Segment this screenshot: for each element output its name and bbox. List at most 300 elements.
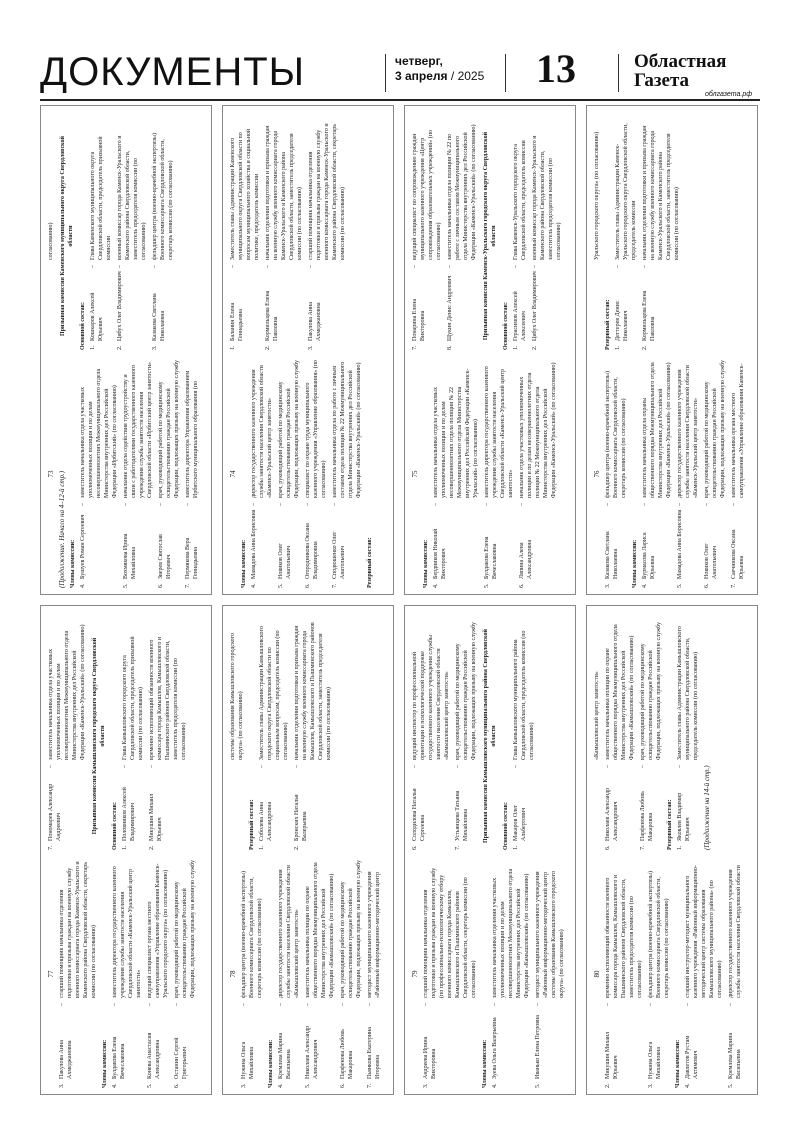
column-number: 80 — [593, 970, 601, 978]
masthead — [40, 40, 760, 100]
member-name: Булдакова Елена Вячеславовна — [484, 536, 498, 579]
dash: – — [605, 765, 611, 768]
member-number: 6. — [519, 583, 525, 588]
member-row — [454, 622, 478, 850]
member-position: заместитель начальника полиции по охране общественного порядка Межмуниципального отдела Министерства внутренних дел Российской Федерации «Камышловский» (по согласованию) — [305, 862, 335, 998]
member-row — [240, 860, 264, 1088]
divider — [505, 54, 506, 92]
member-name: Огородникова Оксана Владимировна — [305, 523, 319, 579]
member-name: Ляпина Алена Александровна — [519, 539, 533, 579]
member-number: 5. — [278, 583, 284, 588]
dash: – — [149, 765, 155, 768]
column-number: 78 — [229, 970, 237, 978]
member-name: Бурмасова Лариса Юрьевна — [642, 532, 656, 579]
dash: – — [605, 503, 611, 506]
member-position: врач, руководящий работой по медицинскому освидетельствованию граждан Российской Федерации, подлежащих призыву на военную службу — [640, 622, 662, 760]
member-number: 4. — [433, 583, 439, 588]
member-number: 5. — [484, 583, 490, 588]
member-name: Солодилова Наталья Сергеевна — [412, 788, 426, 841]
member-number: 2. — [532, 345, 538, 350]
member-number: 6. — [305, 583, 311, 588]
member-row — [173, 860, 197, 1088]
document-panel — [586, 105, 758, 595]
commission-title: Призывная комиссия Камышловского городского округа Свердловской области — [92, 637, 106, 835]
member-position: методист муниципального казенного учреждения «Районный информационно-методический центр системы образования Камышловского городского округа» (по согласованию) — [535, 871, 565, 998]
dash: – — [308, 265, 314, 268]
member-position: врач, руководящий работой по медицинскому освидетельствованию граждан Российской Федерации, подлежащих призыву на военную службу — [704, 360, 726, 498]
member-name: Кормильцева Елена Павловна — [642, 290, 656, 341]
member-name: Зуева Ольга Валерьевна — [492, 1017, 498, 1079]
member-number: 8. — [447, 345, 453, 350]
section-heading: Основной состав: — [503, 302, 509, 350]
section-heading: Члены комиссии: — [423, 539, 429, 588]
divider — [385, 54, 386, 92]
member-number: 6. — [605, 845, 611, 850]
member-number: 3. — [59, 1083, 65, 1088]
member-number: 6. — [412, 845, 418, 850]
member-name: Николаев Александр Александрович — [605, 787, 619, 841]
member-position: военный комиссар города Каменск-Уральского и Каменского района Свердловской области, заместитель председателя комиссии (по согласованию) — [532, 135, 562, 260]
member-number: 1. — [122, 845, 128, 850]
member-position: заместитель начальника полиции по охране общественного порядка Межмуниципального отдела Министерства внутренних дел Российской Федерации «Камышловский» (по согласованию) — [605, 624, 635, 760]
member-row — [148, 622, 188, 850]
member-name: Нужина Ольга Михайловна — [241, 1041, 255, 1079]
column-number: 73 — [47, 470, 55, 478]
dash: – — [642, 265, 648, 268]
member-name: Соболева Анна Александровна — [259, 801, 273, 841]
member-position: заместитель начальника отдела полиции № 22 по работе с личным составом Межмуниципального отдела Министерства внутренних дел Российской Федерации «Каменск-Уральский» (по согласованию) — [447, 124, 477, 260]
member-position: Заместитель главы Администрации Каменского муниципального округа Свердловской области по вопросам муниципального хозяйства и социальной политике, председатель комиссии — [230, 128, 260, 260]
member-name: Кремлева Марина Васильевна — [278, 1032, 292, 1079]
member-position: директор государственного казенного учреждения службы занятости населения Свердловской области «Камышловский центр занятости» — [278, 865, 300, 998]
member-number: 3. — [308, 345, 314, 350]
member-position: заместитель начальника отделения участковых уполномоченных полиции и по делам несовершеннолетних Межмуниципального отдела Министерства внутренних дел Российской Федерации «Камышловский» (по согласованию) — [492, 868, 530, 998]
member-number: 7. — [731, 583, 737, 588]
member-number: 3. — [152, 345, 158, 350]
dash: – — [152, 265, 158, 268]
dash: – — [80, 503, 86, 506]
member-number: 1. — [615, 345, 621, 350]
member-position: военный комиссар города Каменск-Уральского и Каменского района Свердловской области, заместитель председателя комиссии (по согласованию) — [117, 135, 147, 260]
member-row — [614, 122, 638, 350]
dash: – — [158, 503, 164, 506]
member-position: Заместитель главы Администрации Камышловского муниципального района Свердловской области, председатель комиссии (по согласованию) — [677, 626, 699, 760]
member-row — [639, 622, 663, 850]
member-row — [293, 622, 333, 850]
member-number: 4. — [685, 1083, 691, 1088]
member-position: фельдшер центра (военно-врачебной экспертизы) Военного комиссариата Свердловской области, секретарь комиссии (по согласованию) — [605, 371, 627, 498]
document-panel — [404, 105, 576, 595]
dash: – — [532, 265, 538, 268]
member-position: врач, руководящий работой по медицинскому освидетельствованию граждан Российской Федерации, подлежащих призыву на военную службу — [340, 860, 362, 998]
section-heading: Резервный состав: — [605, 299, 611, 350]
member-row — [518, 360, 558, 588]
dash: – — [174, 1003, 180, 1006]
panel-content — [589, 616, 753, 1094]
issue-day: четверг, — [395, 54, 443, 68]
divider — [618, 54, 619, 92]
newspaper-logo — [634, 52, 726, 90]
panel-content — [225, 116, 389, 594]
member-row — [446, 122, 478, 350]
dash: – — [423, 1003, 429, 1006]
member-number: 5. — [147, 1083, 153, 1088]
member-position: врач, руководящий работой по медицинскому освидетельствованию граждан Российской Федерации, подлежащих призыву на военную службу — [455, 622, 477, 760]
member-number: 6. — [174, 1083, 180, 1088]
member-position: директор государственного казенного учреждения службы занятости населения Свердловской области «Каменск-Уральский центр занятости» — [677, 365, 699, 498]
member-number: 6. — [340, 1083, 346, 1088]
section-title: ДОКУМЕНТЫ — [40, 50, 306, 94]
dash: – — [615, 265, 621, 268]
document-panel — [222, 105, 394, 595]
member-row — [304, 360, 328, 588]
member-number: 1. — [259, 845, 265, 850]
member-number: 1. — [677, 845, 683, 850]
member-name: Цибух Олег Владимирович — [117, 271, 123, 341]
member-row — [512, 622, 536, 850]
member-name: Саечникова Оксана Юрьевна — [731, 529, 745, 579]
member-position: заместитель директора Управления образованием Ирбитского муниципального образования (по согласованию) — [48, 222, 199, 498]
member-position: начальник отделения подготовки и призыва граждан на военную службу военного комиссариата города Камышлов, Камышловского и Пышминского районов Свердловской области, заместитель председателя комиссии (по согласованию) — [294, 622, 332, 760]
member-number: 2. — [605, 1083, 611, 1088]
member-row — [264, 122, 304, 350]
member-row — [229, 122, 261, 350]
member-number: 1. — [513, 345, 519, 350]
member-number: 7. — [185, 583, 191, 588]
member-name: Парфенова Любовь Макаровна — [640, 791, 654, 841]
member-number: 6. — [158, 583, 164, 588]
page-number: 13 — [536, 46, 576, 91]
member-row — [157, 360, 181, 588]
section-heading: Резервный состав: — [667, 799, 673, 850]
member-number: 3. — [423, 1083, 429, 1088]
member-position: методист муниципального казенного учреждения «Районный информационно-методический центр системы образования Камышловского городского округа» (по согласованию) — [230, 633, 381, 998]
document-panel — [222, 605, 394, 1095]
member-number: 5. — [728, 1083, 734, 1088]
section-heading: Основной состав: — [80, 302, 86, 350]
member-name: Останин Сергей Григорьевич — [174, 1037, 188, 1079]
member-position: старший помощник начальника отделения подготовки и призыва граждан на военную службу военного комиссариата города Каменск-Уральского и Каменского района Свердловской области, секретарь комиссии (по согласованию) — [59, 861, 97, 998]
dash: – — [605, 1003, 611, 1006]
dash: – — [305, 1003, 311, 1006]
dash: – — [122, 765, 128, 768]
issue-date-value: 3 апреля — [395, 69, 448, 83]
member-name: Половников Алексей Владимирович — [122, 787, 136, 841]
member-name: Вохмякова Ирина Михайловна — [123, 533, 137, 579]
member-number: 5. — [535, 1083, 541, 1088]
column-number: 79 — [411, 970, 419, 978]
member-name: Пермякова Вера Геннадьевна — [185, 537, 199, 579]
section-heading: Члены комиссии: — [70, 539, 76, 588]
member-position: Заместитель главы Администрации Каменск-Уральского городского округа Свердловской области, председатель комиссии — [615, 123, 637, 260]
column-number: 75 — [411, 470, 419, 478]
dash: – — [412, 265, 418, 268]
column-number: 76 — [593, 470, 601, 478]
member-position: Глава Камышловского городского округа Свердловской области, председатель призывной комиссии (по согласованию) — [122, 636, 144, 760]
member-row — [512, 122, 528, 350]
member-number: 3. — [605, 583, 611, 588]
panel-content — [43, 616, 207, 1094]
member-row — [411, 622, 451, 850]
member-number: 5. — [123, 583, 129, 588]
member-row — [151, 122, 175, 350]
dash: – — [278, 1003, 284, 1006]
dash: – — [484, 503, 490, 506]
member-position: заместитель начальника отдела по работе с личным составом отдела полиции № 22 Межмуниципального отдела Министерства внутренних дел Российской Федерации «Каменск-Уральский» (по согласованию) — [332, 361, 362, 498]
document-panel — [586, 605, 758, 1095]
member-name: Зверев Святослав Игоревич — [158, 534, 172, 579]
member-name: Микушин Михаил Юрьевич — [605, 1031, 619, 1079]
column-number: 77 — [47, 970, 55, 978]
member-name: Иванько Елена Петровна — [535, 1015, 541, 1079]
member-name: Мамадова Анна Борисовна — [251, 509, 257, 579]
member-position: начальник отдела участковых уполномоченных полиции и по делам несовершеннолетних отдела полиции № 22 Межмуниципального отдела Министерства внутренних дел Российской Федерации «Каменск-Уральский» (по согласованию) — [519, 362, 557, 498]
member-name: Пакулова Анна Ахмеджановна — [308, 302, 322, 341]
dash: – — [59, 1003, 65, 1006]
dash: – — [123, 503, 129, 506]
dash: – — [230, 265, 236, 268]
member-number: 4. — [492, 1083, 498, 1088]
member-number: 7. — [455, 845, 461, 850]
newspaper-name-line1: Областная — [634, 51, 727, 72]
member-position: заместитель начальника отдела участковых уполномоченных полиции и по делам несовершеннолетних Межмуниципального отдела Министерства внутренних дел Российской Федерации «Каменск-Уральский» (по согласованию) — [48, 624, 86, 760]
member-name: Пономарев Александр Андреевич — [48, 783, 62, 841]
member-number: 2. — [117, 345, 123, 350]
member-name: Казакова Светлана Николаевна — [152, 293, 166, 341]
member-position: специалист по охране труда муниципального казенного учреждения «Управление образования» (по согласованию) — [305, 360, 327, 498]
dash: – — [112, 1003, 118, 1006]
section-heading: Основной состав: — [503, 802, 509, 850]
member-row — [277, 360, 301, 588]
dash: – — [728, 1003, 734, 1006]
newspaper-name-line2: Газета — [634, 70, 690, 91]
dash: – — [677, 765, 683, 768]
section-heading: Члены комиссии: — [675, 1039, 681, 1088]
member-row — [258, 622, 290, 850]
member-row — [58, 860, 98, 1088]
member-number: 4. — [251, 583, 257, 588]
panel-content — [225, 616, 389, 1094]
section-heading: Основной состав: — [112, 802, 118, 850]
member-name: Дегтерев Денис Николаевич — [615, 300, 629, 341]
member-name: Яковлев Владимир Юрьевич — [677, 792, 691, 841]
dash: – — [278, 503, 284, 506]
member-row — [146, 860, 170, 1088]
member-position: Глава Каменского муниципального округа Свердловской области, председатель призывной комиссии — [90, 136, 112, 260]
member-number: 7. — [332, 583, 338, 588]
panel-content — [589, 116, 753, 594]
member-row — [432, 360, 480, 588]
member-position: врач, руководящий работой по медицинскому освидетельствованию граждан Российской Федерации, подлежащих призыву на военную службу — [278, 360, 300, 498]
dash: – — [455, 765, 461, 768]
dash: – — [685, 1003, 691, 1006]
member-number: 6. — [704, 583, 710, 588]
member-row — [604, 622, 636, 850]
member-number: 4. — [278, 1083, 284, 1088]
header-rule — [40, 99, 760, 101]
dash: – — [117, 265, 123, 268]
member-row — [604, 360, 628, 588]
member-position: фельдшер центра (военно-врачебной экспертизы) Военного комиссариата Свердловской области, секретарь комиссии (по согласованию) — [648, 871, 670, 998]
member-name: Парфенова Любовь Макаровна — [340, 1029, 354, 1079]
member-position: фельдшер центра (военно-врачебной экспертизы) Военного комиссариата Свердловской области, секретарь комиссии (по согласованию) — [152, 133, 174, 260]
member-number: 1. — [90, 345, 96, 350]
section-heading: Члены комиссии: — [102, 1039, 108, 1088]
section-heading: Резервный состав: — [249, 799, 255, 850]
member-name: Герасимов Алексей Алексеевич — [513, 291, 527, 341]
dash: – — [251, 503, 257, 506]
member-number: 4. — [80, 583, 86, 588]
member-row — [676, 622, 700, 850]
dash: – — [367, 1003, 373, 1006]
member-number: 2. — [265, 345, 271, 350]
member-position: ведущий инспектор по профессиональной ориентации и психологической поддержке государственного казенного учреждения службы занятости населения Свердловской области «Камышловский центр занятости» — [412, 634, 450, 760]
member-position: Глава Каменск-Уральского городского округа Свердловской области, председатель комиссии — [513, 140, 527, 260]
dash: – — [332, 503, 338, 506]
member-number: 7. — [412, 345, 418, 350]
commission-title: Призывная комиссия Камышловского муниципального района Свердловской области — [483, 629, 497, 843]
dash: – — [513, 765, 519, 768]
dash: – — [305, 503, 311, 506]
member-row — [422, 860, 478, 1088]
dash: – — [704, 503, 710, 506]
member-row — [116, 122, 148, 350]
member-number: 4. — [112, 1083, 118, 1088]
member-name: Николаев Александр Александрович — [305, 1025, 319, 1079]
member-name: Кормильцева Елена Павловна — [265, 290, 279, 341]
member-name: Конева Анастасия Александровна — [147, 1032, 161, 1079]
dash: – — [731, 503, 737, 506]
dash: – — [147, 1003, 153, 1006]
document-panel — [404, 605, 576, 1095]
member-name: Цибух Олег Владимирович — [532, 271, 538, 341]
member-number: 1. — [513, 845, 519, 850]
member-number: 4. — [642, 583, 648, 588]
issue-date — [395, 54, 484, 84]
member-name: Макаров Олег Альбертович — [513, 804, 527, 841]
member-row — [684, 860, 724, 1088]
document-grid — [40, 105, 758, 1095]
member-name: Пьянкова Екатерина Игоревна — [367, 1027, 381, 1079]
member-number: 7. — [367, 1083, 373, 1088]
member-row — [79, 360, 119, 588]
member-row — [491, 860, 531, 1088]
dash: – — [492, 1003, 498, 1006]
member-position: Глава Камышловского муниципального района Свердловской области, председатель комиссии (по согласованию) — [513, 630, 535, 760]
dash: – — [677, 503, 683, 506]
member-position: заместитель начальника органа местного самоуправления «Управление образования Каменск-Уральского городского округа» (по согласованию) — [594, 131, 745, 498]
commission-title: Призывная комиссия Каменского муниципального округа Свердловской области — [60, 136, 74, 336]
member-row — [250, 360, 274, 588]
member-row — [641, 122, 681, 350]
member-row — [531, 122, 563, 350]
member-number: 7. — [48, 845, 54, 850]
member-position: старший инструктор-методист муниципального казенного учреждения «Районный информационно-методический центр системы образования Камышловского муниципального района» (по согласованию) — [685, 865, 723, 998]
member-row — [483, 360, 515, 588]
member-position: начальник отдела содействия трудоустройству и связи с работодателями государственного казенного учреждения службы занятости населения Свердловской области «Ирбитский центр занятости» — [123, 361, 153, 498]
member-name: Сподюшенко Олег Анатольевич — [332, 531, 346, 579]
member-number: 7. — [640, 845, 646, 850]
continuation-note: (Продолжение на 14-й стр.) — [703, 765, 711, 850]
member-row — [121, 622, 145, 850]
dash: – — [412, 765, 418, 768]
member-position: врач, руководящий работой по медицинскому освидетельствованию граждан Российской Федерации, подлежащих призыву на военную службу — [158, 360, 180, 498]
member-name: Баланин Елена Геннадьевна — [230, 302, 244, 341]
dash: – — [640, 765, 646, 768]
member-name: Новиков Олег Анатольевич — [704, 543, 718, 579]
member-position: временно исполняющий обязанности военного комиссара города Камышлов, Камышловского и Пышминского районов Свердловской области, заместитель председателя комиссии (по согласованию) — [149, 636, 187, 760]
member-name: Нужина Ольга Михайловна — [648, 1041, 662, 1079]
member-position: директор государственного казенного учреждения службы занятости населения Свердловской области «Каменск-Уральский центр занятости» — [251, 365, 273, 498]
dash: – — [433, 503, 439, 506]
dash: – — [265, 265, 271, 268]
dash: – — [241, 1003, 247, 1006]
dash: – — [48, 765, 54, 768]
issue-year: / 2025 — [450, 69, 485, 83]
member-position: ведущий специалист по сопровождению граждан муниципального казенного учреждения «Центр сопровождения образовательных учреждений» (по согласованию) — [412, 129, 442, 260]
member-row — [703, 360, 727, 588]
member-position: заместитель директора государственного казенного учреждения службы занятости населения Свердловской области «Каменск-Уральский центр занятости» — [112, 866, 142, 998]
member-row — [307, 122, 347, 350]
member-name: Щукин Денис Андреевич — [447, 275, 453, 341]
section-heading: Члены комиссии: — [482, 1039, 488, 1088]
member-name: Бронских Наталья Валерьевна — [294, 794, 308, 841]
dash: – — [185, 503, 191, 506]
member-position: заместитель директора государственного казенного учреждения службы занятости населения Свердловской области «Каменск-Уральский центр занятости» — [484, 366, 514, 498]
member-name: Бушуев Роман Сергеевич — [80, 514, 86, 579]
member-position: заместитель начальника отдела участковых уполномоченных полиции и по делам несовершеннолетних отдела полиции № 22 Межмуниципального отдела Министерства внутренних дел Российской Федерации «Каменск-Уральский» (по согласованию) — [433, 368, 479, 498]
member-row — [89, 122, 113, 350]
member-number: 3. — [241, 1083, 247, 1088]
panel-content — [407, 616, 571, 1094]
dash: – — [648, 1003, 654, 1006]
member-row — [676, 360, 700, 588]
member-position: директор государственного казенного учреждения службы занятости населения Свердловской области «Камышловский центр занятости» — [594, 671, 742, 998]
member-position: Заместитель главы Администрации Камышловского городского округа Свердловской области по социальным вопросам, председатель комиссии (по согласованию) — [259, 626, 289, 760]
panel-content — [407, 116, 571, 594]
member-name: Новиков Олег Анатольевич — [278, 543, 292, 579]
member-position: старший помощник начальника отделения подготовки и призыва граждан на военную службу военного комиссариата города Каменск-Уральского и Каменского района Свердловской области, секретарь комиссии (по согласованию) — [308, 123, 346, 260]
member-number: 1. — [230, 345, 236, 350]
member-row — [604, 860, 644, 1088]
section-heading: Члены комиссии: — [632, 539, 638, 588]
column-number: 74 — [229, 470, 237, 478]
dash: – — [642, 503, 648, 506]
dash: – — [259, 765, 265, 768]
member-name: Давлетов Рустам Ахтямович — [685, 1035, 699, 1079]
member-name: Кошкаров Алексей Юрьевич — [90, 292, 104, 341]
dash: – — [519, 503, 525, 506]
member-position: врач, руководящий работой по медицинскому освидетельствованию граждан Российской Федерации, подлежащих призыву на военную службу — [174, 860, 196, 998]
member-number: 5. — [677, 583, 683, 588]
section-heading: Члены комиссии: — [268, 1039, 274, 1088]
member-name: Мамадова Анна Борисовна — [677, 509, 683, 579]
member-row — [647, 860, 671, 1088]
document-panel — [40, 605, 212, 1095]
commission-title: Призывная комиссия Каменск-Уральского городского округа Свердловской области — [483, 131, 497, 341]
member-row — [304, 860, 336, 1088]
member-row — [122, 360, 154, 588]
member-position: фельдшер центра (военно-врачебной экспертизы) Военного комиссариата Свердловской области, секретарь комиссии (по согласованию) — [241, 871, 263, 998]
continuation-note: (Продолжение. Начало на 4–12-й стр.) — [58, 470, 66, 588]
section-heading: Члены комиссии: — [241, 539, 247, 588]
member-name: Бердников Николай Викторович — [433, 528, 447, 579]
member-number: 2. — [294, 845, 300, 850]
member-row — [47, 622, 87, 850]
member-row — [331, 360, 363, 588]
member-name: Казакова Светлана Николаевна — [605, 531, 619, 579]
member-position: заместитель начальника отдела охраны общественного порядка Межмуниципального отдела Министерства внутренних дел Российской Федерации «Каменск-Уральский» (по согласованию) — [642, 362, 672, 498]
